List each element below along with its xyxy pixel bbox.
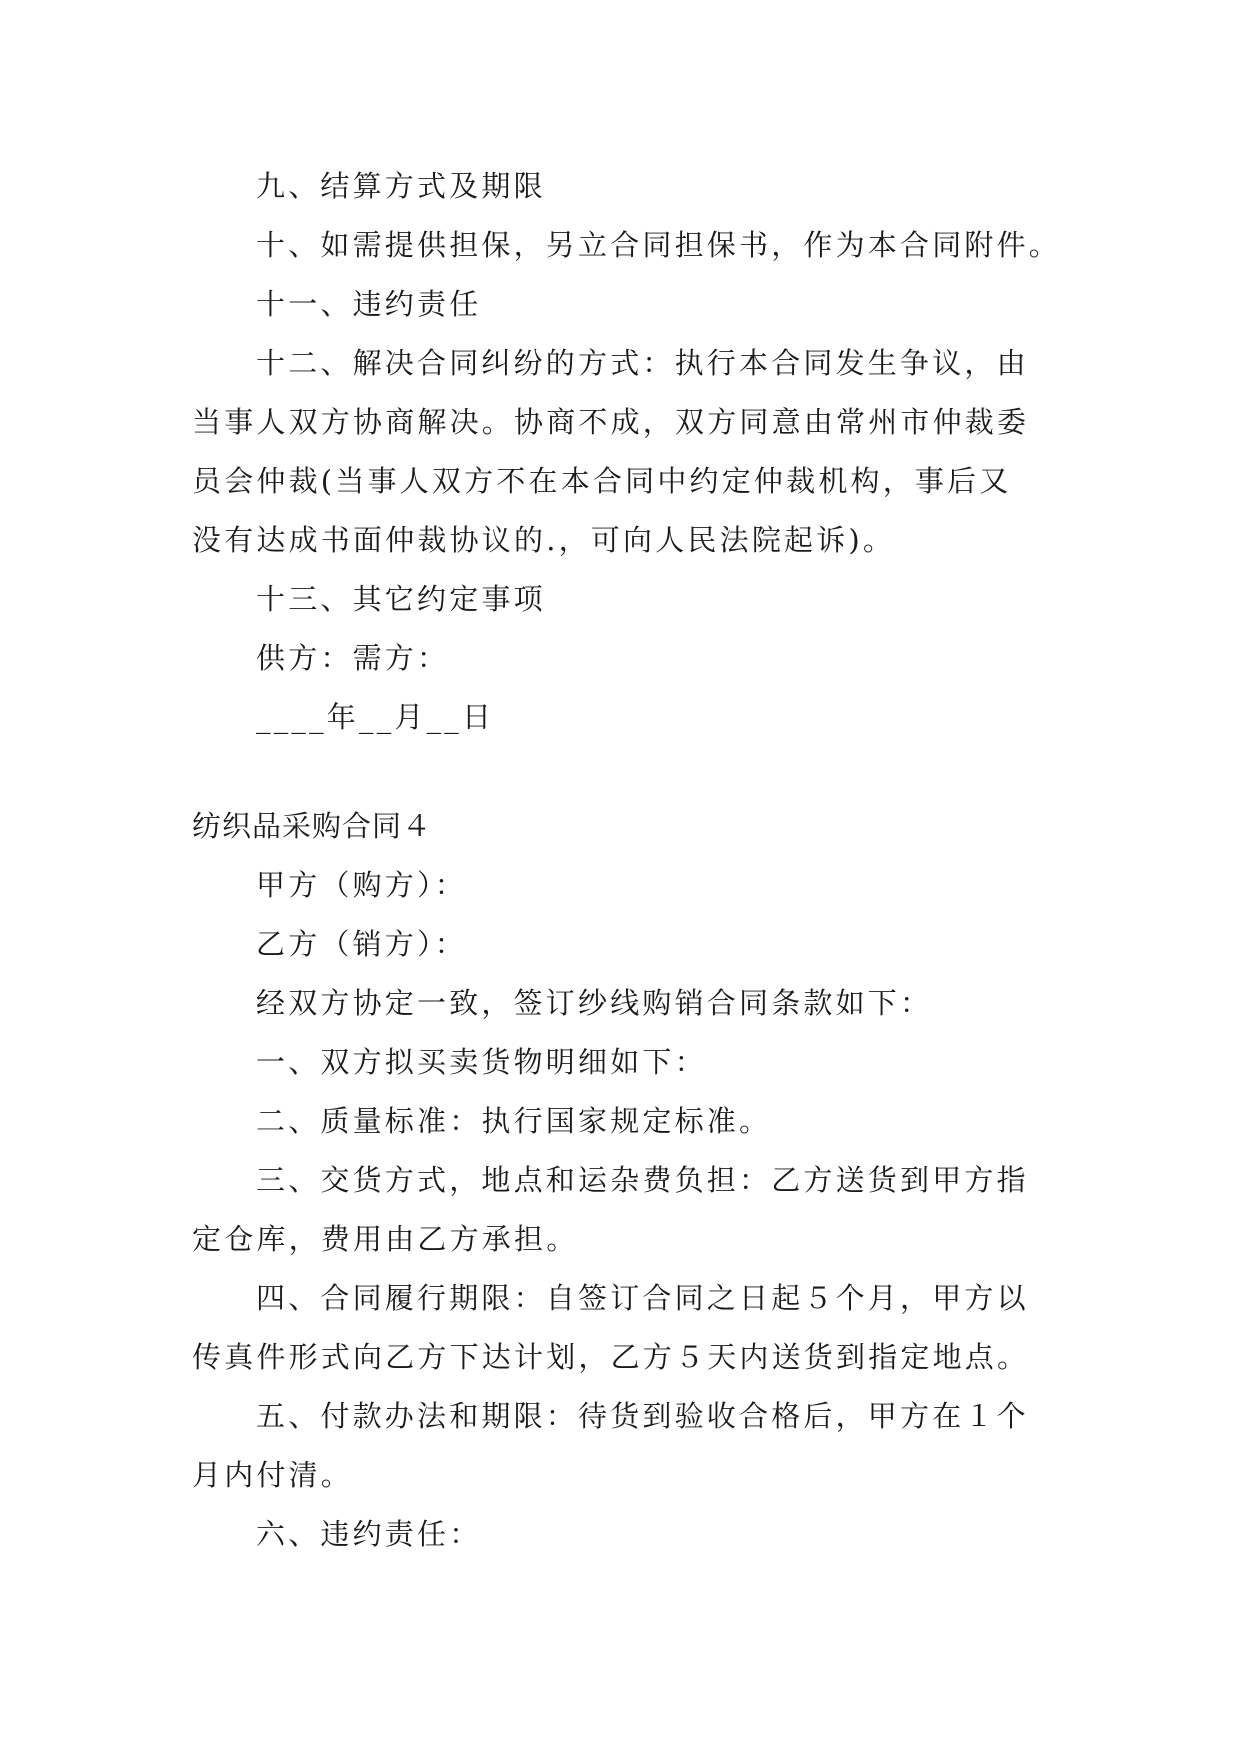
clause-3-line-1: 三、交货方式，地点和运杂费负担：乙方送货到甲方指	[256, 1163, 1029, 1197]
clause-12-line-4: 没有达成书面仲裁协议的.，可向人民法院起诉)。	[192, 523, 896, 557]
clause-13: 十三、其它约定事项	[256, 582, 546, 616]
clause-12-line-3: 员会仲裁(当事人双方不在本合同中约定仲裁机构，事后又	[192, 464, 1012, 498]
clause-4-line-2: 传真件形式向乙方下达计划，乙方５天内送货到指定地点。	[192, 1340, 1030, 1374]
clause-1: 一、双方拟买卖货物明细如下：	[256, 1045, 707, 1079]
party-b: 乙方（销方）：	[256, 927, 467, 961]
clause-9: 九、结算方式及期限	[256, 169, 546, 203]
clause-6: 六、违约责任：	[256, 1517, 482, 1551]
clause-5-line-1: 五、付款办法和期限：待货到验收合格后，甲方在１个	[256, 1399, 1029, 1433]
clause-2: 二、质量标准：执行国家规定标准。	[256, 1104, 772, 1138]
clause-10: 十、如需提供担保，另立合同担保书，作为本合同附件。	[256, 228, 1062, 262]
clause-4-line-1: 四、合同履行期限：自签订合同之日起５个月，甲方以	[256, 1281, 1029, 1315]
date-line: ____年__月__日	[256, 700, 495, 734]
intro: 经双方协定一致，签订纱线购销合同条款如下：	[256, 986, 933, 1020]
clause-12-line-1: 十二、解决合同纠纷的方式：执行本合同发生争议，由	[256, 346, 1029, 380]
clause-11: 十一、违约责任	[256, 287, 482, 321]
signature-line: 供方：需方：	[256, 641, 450, 675]
clause-12-line-2: 当事人双方协商解决。协商不成，双方同意由常州市仲裁委	[192, 405, 1030, 439]
clause-3-line-2: 定仓库，费用由乙方承担。	[192, 1222, 579, 1256]
party-a: 甲方（购方）：	[256, 868, 467, 902]
contract-title: 纺织品采购合同４	[192, 809, 433, 843]
clause-5-line-2: 月内付清。	[192, 1458, 354, 1492]
